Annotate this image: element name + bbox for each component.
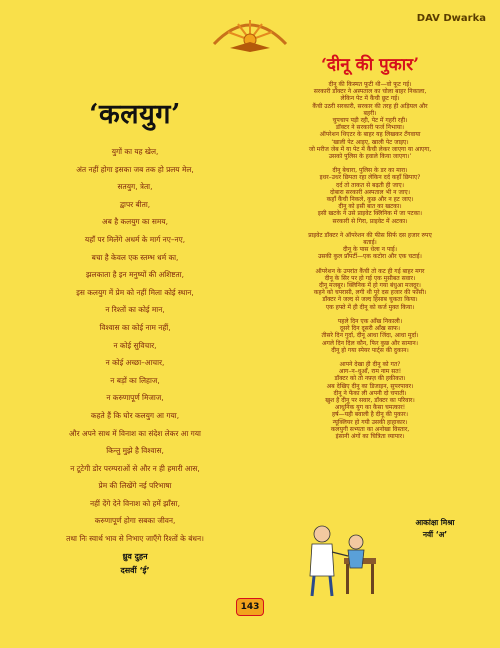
poem-line: तथा निः स्वार्थ भाव से निभाए जाएँगे रिश्तों के बंधन। <box>66 534 204 544</box>
stanza <box>256 268 484 311</box>
poem-line: न बड़ों का लिहाज, <box>110 375 160 385</box>
poem-line: बचा है केवल एक स्तम्भ धर्म का, <box>91 252 179 262</box>
poem-kalyug <box>16 80 254 578</box>
stanza <box>256 318 484 354</box>
poem-line: प्राइवेट डॉक्टर ने ऑपरेशन की फीस सिर्फ दस हजार रुपए <box>308 231 432 239</box>
poem-line: न्यूक्लियर हो गयी उसकी हाहाकार। <box>332 418 408 426</box>
poem-line: कलयुगी सभ्यता का अनोखा विस्तार, <box>330 425 410 433</box>
poem-line: प्रेम की लिखेंगे नई परिभाषा <box>98 481 172 491</box>
poem-line: न करुणापूर्ण मिजाज, <box>106 393 164 403</box>
author-class: दसवीं ‘ई’ <box>120 565 150 575</box>
poem-credit <box>385 517 485 541</box>
poem-line: नहीं देंगे देने विनाश को हमें झाँसा, <box>90 498 180 508</box>
poem-line: विश्वास का कोई नाम नहीं, <box>99 322 171 332</box>
poem-line: दूसरे दिन दूसरी आँख साफ। <box>339 325 401 333</box>
poem-line: डॉक्टर ने जल्द से जल्द हिसाब चुकता किया। <box>322 296 418 304</box>
poem-line: अंत नहीं होगा इसका जब तक हो प्रलय मेल, <box>76 164 194 174</box>
poem-dinu <box>256 52 484 447</box>
poem-line: एक हफ्ते में ही दीनू को कर्ज मुक्त किया। <box>325 303 415 311</box>
poem-line: किन्तु मुझे है विश्वास, <box>106 446 164 456</box>
poem-line: युगों का यह खेल, <box>111 147 159 156</box>
poem-line: सरकारी डॉक्टर ने अस्पताल का चोला बाहर निकाला, <box>313 88 427 96</box>
stanza <box>256 81 484 160</box>
poem-line: हर्ष—यही बवाली है दीनू की पुकार। <box>331 411 409 419</box>
poem-line: दीनू ने फेंका ली अपनी दो चपाती। <box>333 389 407 397</box>
author-class: नवीं ‘अ’ <box>422 530 448 539</box>
stanza <box>256 232 484 261</box>
poem-line: दीनू बेचारा, पुलिस के डर का मारा। <box>332 167 408 175</box>
poem-line: दोबारा सरकारी अस्पताल भी न जाए। <box>329 188 410 196</box>
poem-line: और अपने साथ में विनाश का संदेश लेकर आ गया <box>69 428 201 438</box>
poem-line: दीनू हो गया स्पेयर पार्ट्स की दुकान। <box>331 346 409 354</box>
poem-line: अगले दिन दिल कौन, फिर कुछ और सामान। <box>321 339 419 347</box>
poem-line: खुश है दीनू पर सवार, डॉक्टर का परिवार। <box>325 396 415 404</box>
poem-line: झलकाता है इन मनुष्यों की अशिष्टता, <box>85 270 185 280</box>
poem-line: दीनू के पास धेला न पाई। <box>342 246 398 254</box>
poem-line: तीसरे दिन गुर्दा, दीनू आधा जिंदा, आधा मुर्दा। <box>321 332 419 340</box>
stanza <box>256 167 484 225</box>
poem-line: न टूटेगी डोर परम्पराओं से और न ही हमारी आस, <box>70 463 200 473</box>
poem-body <box>16 143 254 548</box>
poem-line: इसी खटके ने उसे प्राइवेट क्लिनिक में जा पटका। <box>317 210 423 218</box>
poem-line: आधुनिक युग का कैसा चमत्कार! <box>334 404 406 412</box>
poem-line: न कोई सुविचार, <box>113 340 157 350</box>
poem-line: इंसानी अंगों का चित्रिता व्यापार। <box>335 432 405 440</box>
poem-line: सरकारी से गिरा, प्राइवेट में अटका। <box>332 217 408 225</box>
school-name: DAV Dwarka <box>416 13 486 24</box>
poem-line: कैंची उठरी सरकारी, सरकार की तरह ही अड़ियल और <box>312 102 428 110</box>
doctor-patient-illustration <box>300 518 380 600</box>
poem-line: डॉक्टर ने सरकारी फर्ज निभाया। <box>335 124 405 132</box>
poem-line: आग–न–धुआँ, राम नाम सत! <box>338 368 402 376</box>
poem-line: ऑपरेशन के उपरांत कैंची तो कट ही गई बाहर मगर <box>315 267 425 275</box>
poem-line: कहते हैं कि घोर कलयुग आ गया, <box>90 410 180 420</box>
poem-line: न कोई अच्छा–आचार, <box>105 358 165 368</box>
poem-line: ऑपरेशन थिएटर के बाहर यह लिखकर टँगवाया <box>319 131 421 139</box>
poem-line: द्वापर बीता, <box>119 199 151 209</box>
school-logo-icon <box>210 14 290 56</box>
poem-line: कहाँ कैंची निकले, कुछ और न हट जाए। <box>326 196 414 204</box>
poem-line: इधर–उधर छिपता रहा लेकिन दर्द कहाँ छिपाए? <box>319 174 421 182</box>
stanza <box>256 361 484 440</box>
poem-line: चुपचाप पड़ी रही, पेट में गहरी रही। <box>332 117 408 125</box>
poem-line: करुणापूर्ण होगा सबका जीवन, <box>94 516 176 526</box>
poem-line: जो मरीज जेब में या पेट में कैंची लेकर जाएगा या आएगा, <box>308 145 432 153</box>
poem-line: न रिश्तों का कोई मान, <box>105 305 165 315</box>
poem-line: अब देखिए दीनू का डिजाइन, सुपरपावर। <box>326 382 414 390</box>
poem-line: बहरी। <box>363 109 377 117</box>
poem-line: उसको पुलिस के हवाले किया जाएगा।’ <box>328 153 412 161</box>
poem-line: डॉक्टर को तो नफ़्ज़ की हकीकत। <box>334 375 406 383</box>
poem-credit <box>16 550 254 578</box>
poem-line: कहने को चपरासी, लगी थी पूरे दस हजार की फाँसी। <box>313 289 427 297</box>
poem-line: पहले दिन एक आँख निकाली। <box>337 317 403 325</box>
poem-line: सतयुग, त्रेता, <box>117 182 153 192</box>
author-name: आकांक्षा मिश्रा <box>415 518 455 527</box>
poem-title: ‘दीनू की पुकार’ <box>320 55 420 75</box>
poem-line: यहाँ पर मिलेंगे अधर्म के मार्ग नए–नए, <box>84 234 186 244</box>
author-name: ध्रुव दुहन <box>122 551 148 561</box>
poem-title: ‘कलयुग’ <box>89 99 181 130</box>
poem-line: लेकिन पेट में कैंची छूट गई। <box>340 95 400 103</box>
poem-line: बताई। <box>363 239 377 247</box>
poem-line: दीनू के सिर पर हो गई एक मुसीबत सवार। <box>324 274 416 282</box>
poem-line: अब है कलयुग का समय, <box>102 217 168 227</box>
poem-line: दीनू को इसी बात का खटका। <box>338 203 402 211</box>
poem-line: इस कलयुग में प्रेम को नहीं मिला कोई स्थान, <box>76 287 194 297</box>
poem-line: उसकी कुल प्रॉपर्टी—एक कटोरा और एक चटाई। <box>318 253 422 261</box>
poem-line: दीनू मजबूर। क्लिनिक में हो गया बंधुआ मजदूर। <box>319 282 421 290</box>
page-number: 143 <box>236 598 264 616</box>
poem-line: आपने देखा ही दीनू को गत? <box>339 360 401 368</box>
poem-line: दीनू की किस्मत फूटी थी—वो फूट गई। <box>328 81 412 88</box>
poem-line: दर्द तो ताकत से बढ़ती ही जाए। <box>336 181 404 189</box>
poem-line: ‘खाली पेट आइए, खाली पेट जाइए। <box>331 138 409 146</box>
